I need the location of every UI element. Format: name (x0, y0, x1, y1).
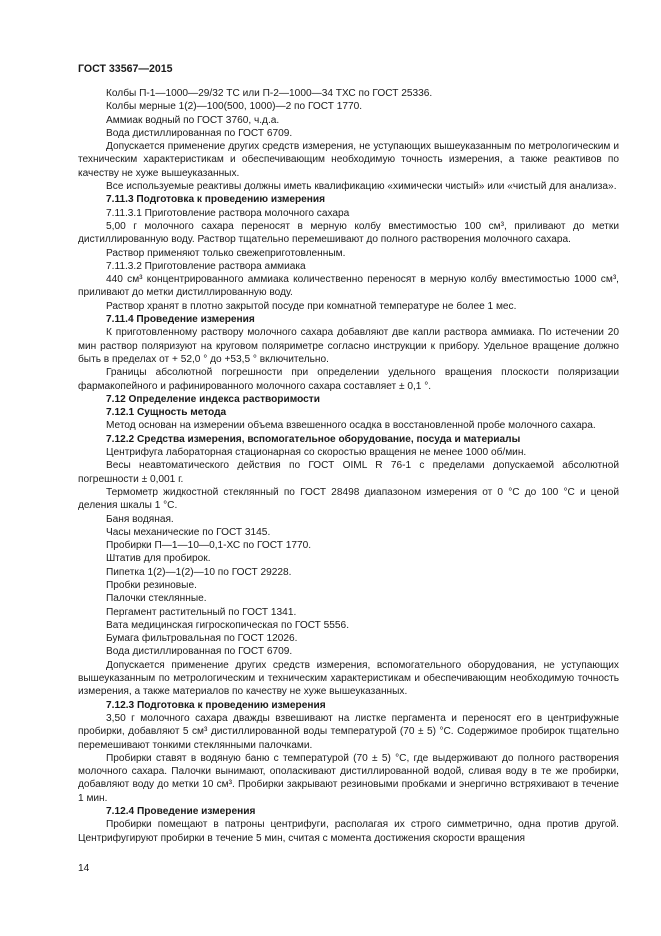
paragraph: Все используемые реактивы должны иметь квалификацию «химически чистый» или «чистый для анализа». (106, 181, 617, 193)
page-number: 14 (78, 863, 90, 874)
paragraph: Допускается применение других средств измерения, вспомогательного оборудования, не уступающих вышеуказанным по метрологическим и техническим характеристикам и обеспечивающим необходимую точность измерения, а также материалов по качеству не хуже вышеуказанных. (78, 659, 619, 698)
section-heading: 7.12.1 Сущность метода (106, 407, 227, 419)
section-heading: 7.12.4 Проведение измерения (106, 806, 256, 818)
paragraph: Вата медицинская гигроскопическая по ГОСТ 5556. (106, 619, 350, 631)
paragraph: Аммиак водный по ГОСТ 3760, ч.д.а. (106, 114, 280, 126)
paragraph: Границы абсолютной погрешности при определении удельного вращения плоскости поляризации фармакопейного и рафинированного молочного сахара составляет ± 0,1 °. (78, 367, 619, 392)
paragraph: Весы неавтоматического действия по ГОСТ OIML R 76-1 с пределами допускаемой абсолютной погрешности ± 0,001 г. (78, 460, 619, 485)
section-heading: 7.11.3 Подготовка к проведению измерения (106, 194, 326, 206)
paragraph: 7.11.3.2 Приготовление раствора аммиака (106, 260, 306, 272)
document-header: ГОСТ 33567—2015 (78, 63, 173, 75)
paragraph: Допускается применение других средств измерения, не уступающих вышеуказанным по метрологическим и техническим характеристикам и обеспечивающим необходимую точность измерения, а также реактивов по качеству не хуже вышеуказанных. (78, 141, 619, 179)
paragraph: Часы механические по ГОСТ 3145. (106, 526, 271, 538)
paragraph: Пергамент растительный по ГОСТ 1341. (106, 606, 297, 618)
paragraph: Центрифуга лабораторная стационарная со скоростью вращения не менее 1000 об/мин. (106, 447, 527, 459)
paragraph: Термометр жидкостной стеклянный по ГОСТ 28498 диапазоном измерения от 0 °С до 100 °С и ценой деления шкалы 1 °С. (78, 486, 619, 512)
paragraph: Пробки резиновые. (106, 579, 197, 591)
section-heading: 7.12.3 Подготовка к проведению измерения (106, 699, 326, 711)
paragraph: Палочки стеклянные. (106, 593, 207, 605)
paragraph: Вода дистиллированная по ГОСТ 6709. (106, 646, 293, 658)
paragraph: Бумага фильтровальная по ГОСТ 12026. (106, 633, 298, 645)
paragraph: Колбы П-1—1000—29/32 ТС или П-2—1000—34 ТХС по ГОСТ 25336. (106, 88, 433, 99)
section-heading: 7.11.4 Проведение измерения (106, 314, 255, 326)
paragraph: Раствор применяют только свежеприготовленным. (106, 247, 346, 259)
paragraph: Вода дистиллированная по ГОСТ 6709. (106, 127, 293, 139)
paragraph: Пробирки П—1—10—0,1-ХС по ГОСТ 1770. (106, 540, 312, 552)
paragraph: Пробирки помещают в патроны центрифуги, располагая их строго симметрично, одна против другой. Центрифугируют пробирки в течение 5 мин, считая с момента достижения скорости вращения (78, 819, 619, 844)
paragraph: 7.11.3.1 Приготовление раствора молочного сахара (106, 207, 350, 219)
paragraph: К приготовленному раствору молочного сахара добавляют две капли раствора аммиака. По истечении 20 мин раствор поляризуют на круговом поляриметре согласно инструкции к прибору. Удельное вращение должно быть в пределах от + 52,0 ° до +53,5 ° включительно. (78, 327, 619, 365)
paragraph: Метод основан на измерении объема взвешенного осадка в восстановленной пробе молочного сахара. (106, 420, 596, 432)
paragraph: Баня водяная. (106, 513, 174, 525)
paragraph: Колбы мерные 1(2)—100(500, 1000)—2 по ГОСТ 1770. (106, 101, 363, 113)
paragraph: 440 см³ концентрированного аммиака количественно переносят в мерную колбу вместимостью 1000 см³, приливают до метки дистиллированную воду. (78, 274, 619, 299)
paragraph: Раствор хранят в плотно закрытой посуде при комнатной температуре не более 1 мес. (106, 300, 517, 312)
paragraph: 3,50 г молочного сахара дважды взвешивают на листке пергамента и переносят его в центрифужные пробирки, добавляют 5 см³ дистиллированной воды температурой (70 ± 5) °С. Содержимое пробирок тщательно перемешивают тонкими стеклянными палочками. (78, 712, 619, 751)
section-heading: 7.12.2 Средства измерения, вспомогательное оборудование, посуда и материалы (106, 433, 521, 445)
paragraph: Пипетка 1(2)—1(2)—10 по ГОСТ 29228. (106, 566, 292, 578)
paragraph: Штатив для пробирок. (106, 553, 211, 565)
document-body (78, 87, 619, 845)
paragraph: Пробирки ставят в водяную баню с температурой (70 ± 5) °С, где выдерживают до полного растворения молочного сахара. Палочки вынимают, ополаскивают дистиллированной водой, сливая воду в те же пробирки, добавляют воду до метки 10 см³. Пробирки закрывают резиновыми пробками и энергично встряхивают в течение 1 мин. (78, 752, 619, 804)
paragraph: 5,00 г молочного сахара переносят в мерную колбу вместимостью 100 см³, приливают до метки дистиллированную воду. Раствор тщательно перемешивают до полного растворения молочного сахара. (78, 220, 619, 246)
section-heading: 7.12 Определение индекса растворимости (106, 393, 320, 405)
